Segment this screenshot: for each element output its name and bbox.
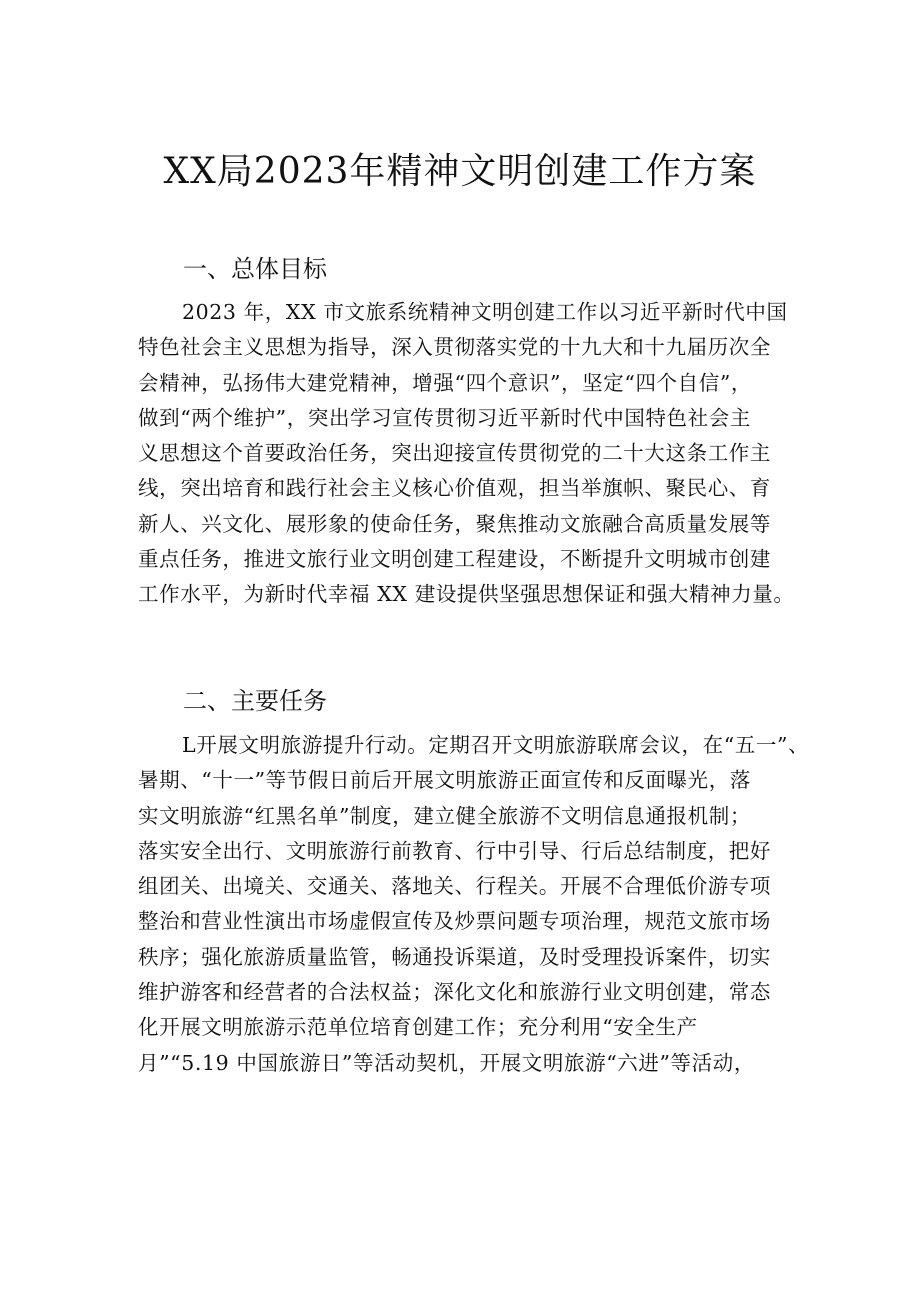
section-heading-main-tasks: 二、主要任务	[183, 687, 327, 715]
paragraph-line: 化开展文明旅游示范单位培育创建工作；充分利用“安全生产	[138, 1015, 698, 1040]
paragraph-line: 秩序；强化旅游质量监管，畅通投诉渠道，及时受理投诉案件，切实	[138, 944, 771, 969]
paragraph-line: 重点任务，推进文旅行业文明创建工程建设，不断提升文明城市创建	[138, 547, 771, 572]
paragraph-line: 暑期、“十一”等节假日前后开展文明旅游正面宣传和反面曝光，落	[138, 768, 751, 793]
paragraph-line: 义思想这个首要政治任务，突出迎接宣传贯彻党的二十大这条工作主	[138, 441, 771, 466]
paragraph-line: 做到“两个维护”，突出学习宣传贯彻习近平新时代中国特色社会主	[138, 405, 751, 430]
section-heading-overall-goal: 一、总体目标	[183, 255, 327, 283]
paragraph-line: 维护游客和经营者的合法权益；深化文化和旅游行业文明创建，常态	[138, 980, 771, 1005]
paragraph-line: 月”“5.19 中国旅游日”等活动契机，开展文明旅游“六进”等活动，	[138, 1050, 755, 1075]
paragraph-line: 线，突出培育和践行社会主义核心价值观，担当举旗帜、聚民心、育	[138, 476, 771, 501]
paragraph-line: 整治和营业性演出市场虚假宣传及炒票问题专项治理，规范文旅市场	[138, 909, 771, 934]
paragraph-line: 新人、兴文化、展形象的使命任务，聚焦推动文旅融合高质量发展等	[138, 511, 771, 536]
section-paragraph-main-tasks	[138, 728, 810, 1081]
paragraph-line: L开展文明旅游提升行动。定期召开文明旅游联席会议，在“五一”、	[182, 733, 810, 757]
paragraph-line: 特色社会主义思想为指导，深入贯彻落实党的十九大和十九届历次全	[138, 335, 771, 360]
paragraph-line: 实文明旅游“红黑名单”制度，建立健全旅游不文明信息通报机制；	[138, 803, 751, 828]
section-paragraph-overall-goal	[138, 295, 795, 613]
paragraph-line: 会精神，弘扬伟大建党精神，增强“四个意识”，坚定“四个自信”，	[138, 370, 753, 395]
paragraph-line: 组团关、出境关、交通关、落地关、行程关。开展不合理低价游专项	[138, 874, 771, 899]
paragraph-line: 工作水平，为新时代幸福 XX 建设提供坚强思想保证和强大精神力量。	[138, 582, 795, 607]
paragraph-line: 落实安全出行、文明旅游行前教育、行中引导、行后总结制度，把好	[138, 838, 771, 863]
document-title: XX局2023年精神文明创建工作方案	[163, 151, 757, 192]
paragraph-line: 2023 年，XX 市文旅系统精神文明创建工作以习近平新时代中国	[182, 300, 788, 324]
